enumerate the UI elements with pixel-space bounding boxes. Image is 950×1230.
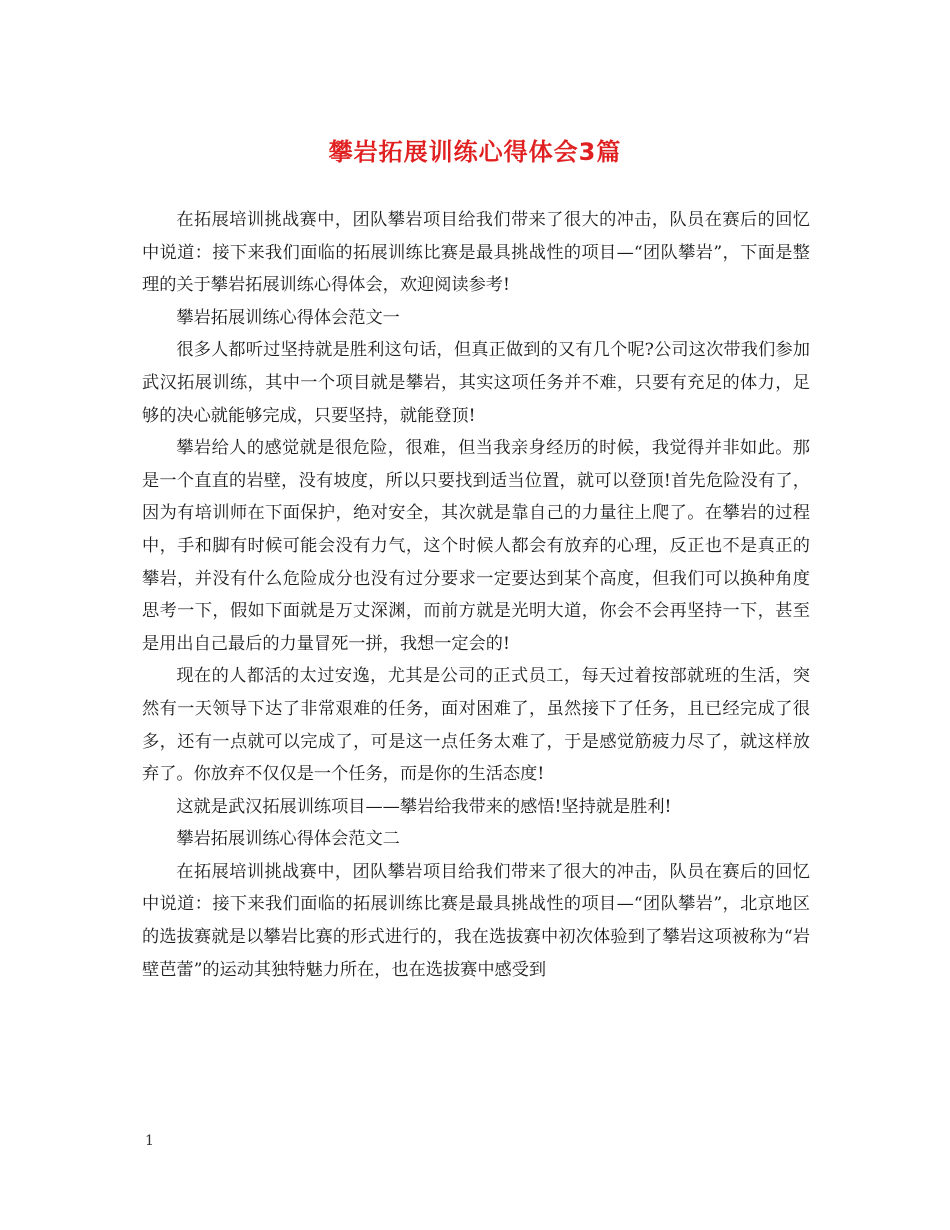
paragraph: 攀岩给人的感觉就是很危险，很难，但当我亲身经历的时候，我觉得并非如此。那是一个直直的岩壁，没有坡度，所以只要找到适当位置，就可以登顶!首先危险没有了，因为有培训师在下面保护，绝对安全，其次就是靠自己的力量往上爬了。在攀岩的过程中，手和脚有时候可能会没有力气，这个时候人都会有放弃的心理，反正也不是真正的攀岩，并没有什么危险成分也没有过分要求一定要达到某个高度，但我们可以换种角度思考一下，假如下面就是万丈深渊，而前方就是光明大道，你会不会再坚持一下，甚至是用出自己最后的力量冒死一拼，我想一定会的! bbox=[142, 438, 810, 654]
paragraph: 在拓展培训挑战赛中，团队攀岩项目给我们带来了很大的冲击，队员在赛后的回忆中说道：接下来我们面临的拓展训练比赛是最具挑战性的项目—“团队攀岩”，北京地区的选拔赛就是以攀岩比赛的形式进行的，我在选拔赛中初次体验到了攀岩这项被称为“岩壁芭蕾”的运动其独特魅力所在，也在选拔赛中感受到 bbox=[142, 861, 810, 980]
paragraph: 这就是武汉拓展训练项目——攀岩给我带来的感悟!坚持就是胜利! bbox=[176, 796, 672, 817]
document-body bbox=[142, 204, 810, 986]
section-heading-2: 攀岩拓展训练心得体会范文二 bbox=[176, 829, 400, 850]
paragraph: 现在的人都活的太过安逸，尤其是公司的正式员工，每天过着按部就班的生活，突然有一天领导下达了非常艰难的任务，面对困难了，虽然接下了任务，且已经完成了很多，还有一点就可以完成了，可是这一点任务太难了，于是感觉筋疲力尽了，就这样放弃了。你放弃不仅仅是一个任务，而是你的生活态度! bbox=[142, 666, 810, 785]
section-heading-1: 攀岩拓展训练心得体会范文一 bbox=[176, 307, 400, 328]
paragraph: 很多人都听过坚持就是胜利这句话，但真正做到的又有几个呢?公司这次带我们参加武汉拓展训练，其中一个项目就是攀岩，其实这项任务并不难，只要有充足的体力，足够的决心就能够完成，只要坚持，就能登顶! bbox=[142, 340, 810, 426]
document-title: 攀岩拓展训练心得体会3篇 bbox=[328, 138, 622, 166]
paragraph-intro: 在拓展培训挑战赛中，团队攀岩项目给我们带来了很大的冲击，队员在赛后的回忆中说道：接下来我们面临的拓展训练比赛是最具挑战性的项目—“团队攀岩”，下面是整理的关于攀岩拓展训练心得体会，欢迎阅读参考! bbox=[142, 210, 810, 296]
page-number: 1 bbox=[145, 1133, 154, 1149]
